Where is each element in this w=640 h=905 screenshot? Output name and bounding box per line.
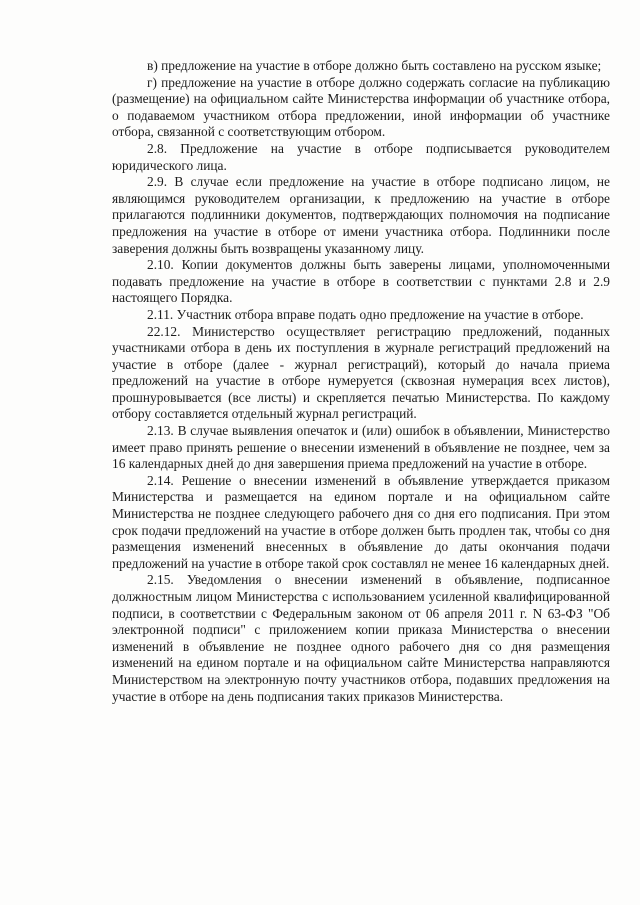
paragraph-item-g: г) предложение на участие в отборе должно содержать согласие на публикацию (размещение) на официальном сайте Министерства информации об участнике отбора, о подаваемом участником отбора предложении, иной информации об участнике отбора, связанной с соответствующим отбором. xyxy=(112,74,610,140)
paragraph-2-9: 2.9. В случае если предложение на участие в отборе подписано лицом, не являющимся руководителем организации, к предложению на участие в отборе прилагаются подлинники документов, подтверждающих полномочия на подписание предложения на участие в отборе от имени участника отбора. Подлинники после заверения должны быть возвращены указанному лицу. xyxy=(112,174,610,256)
paragraph-2-8: 2.8. Предложение на участие в отборе подписывается руководителем юридического лица. xyxy=(112,140,610,173)
paragraph-2-10: 2.10. Копии документов должны быть заверены лицами, уполномоченными подавать предложение на участие в отборе в соответствии с пунктами 2.8 и 2.9 настоящего Порядка. xyxy=(112,257,610,306)
paragraph-2-13: 2.13. В случае выявления опечаток и (или) ошибок в объявлении, Министерство имеет право принять решение о внесении изменений в объявление не позднее, чем за 16 календарных дней до дня завершения приема предложений на участие в отборе. xyxy=(112,423,610,472)
document-body xyxy=(112,58,610,705)
paragraph-2-11: 2.11. Участник отбора вправе подать одно предложение на участие в отборе. xyxy=(147,306,584,322)
paragraph-2-14: 2.14. Решение о внесении изменений в объявление утверждается приказом Министерства и размещается на едином портале и на официальном сайте Министерства не позднее следующего рабочего дня со дня его подписания. При этом срок подачи предложений на участие в отборе должен быть продлен так, чтобы со дня размещения изменений внесенных в объявление до даты окончания подачи предложений на участие в отборе такой срок составлял не менее 16 календарных дней. xyxy=(112,472,610,571)
paragraph-item-v: в) предложение на участие в отборе должно быть составлено на русском языке; xyxy=(147,58,602,73)
paragraph-2-12: 22.12. Министерство осуществляет регистрацию предложений, поданных участниками отбора в день их поступления в журнале регистраций предложений на участие в отборе (далее - журнал регистраций), который до начала приема предложений на участие в отборе нумеруется (сквозная нумерация всех листов), прошнуровывается (все листы) и скрепляется печатью Министерства. По каждому отбору составляется отдельный журнал регистраций. xyxy=(112,323,610,422)
paragraph-2-15: 2.15. Уведомления о внесении изменений в объявление, подписанное должностным лицом Министерства с использованием усиленной квалифицированной подписи, в соответствии с Федеральным законом от 06 апреля 2011 г. N 63-ФЗ "Об электронной подписи" с приложением копии приказа Министерства о внесении изменений в объявление не позднее одного рабочего дня со дня размещения изменений на едином портале и на официальном сайте Министерства направляются Министерством на электронную почту участников отбора, подавших предложения на участие в отборе на день подписания таких приказов Министерства. xyxy=(112,572,610,704)
